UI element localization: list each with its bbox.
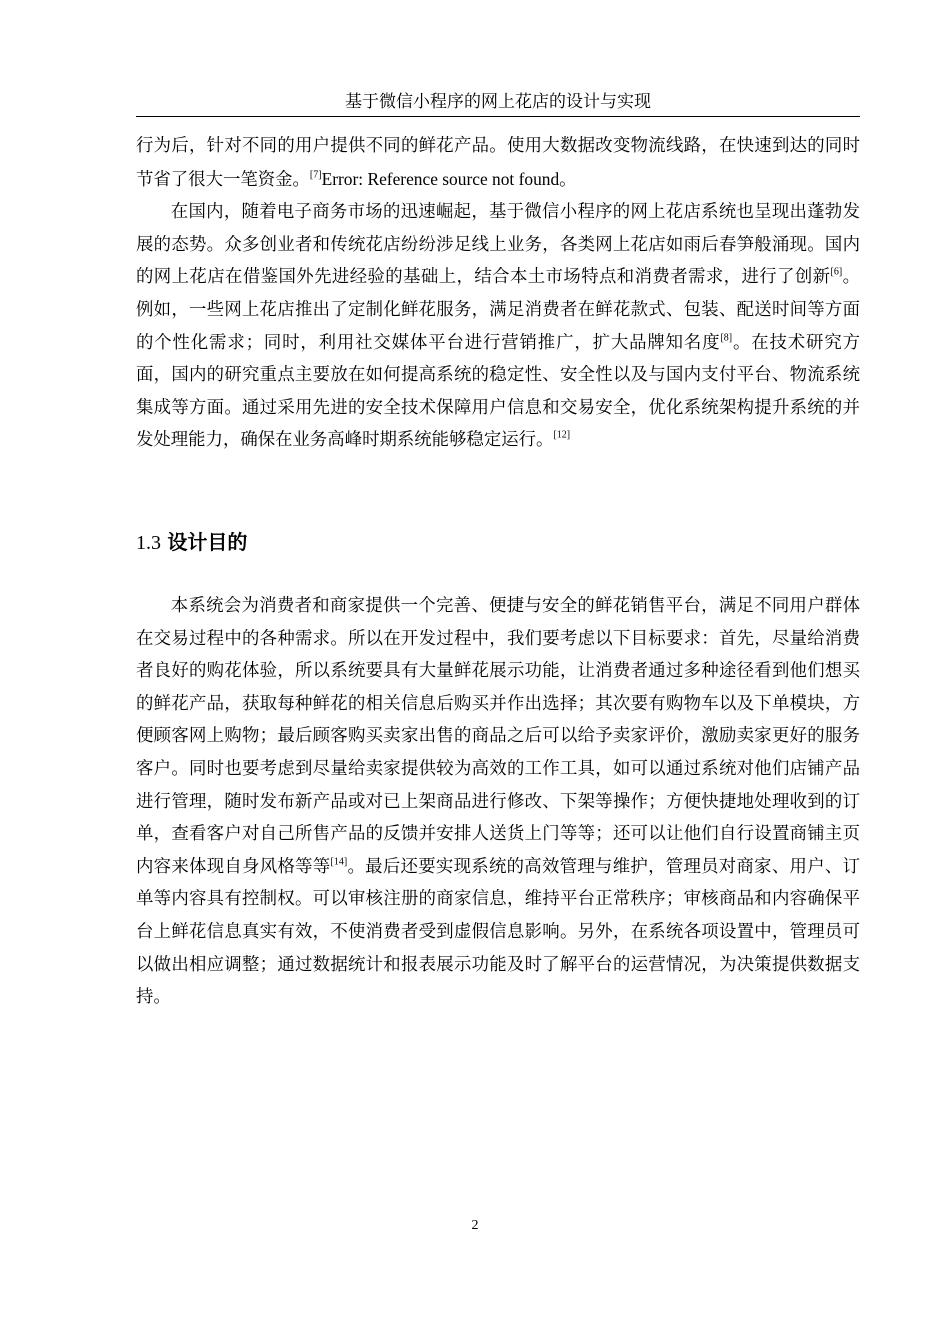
paragraph-text: 本系统会为消费者和商家提供一个完善、便捷与安全的鲜花销售平台，满足不同用户群体在交易过程中的各种需求。所以在开发过程中，我们要考虑以下目标要求：首先，尽量给消费者良好的购花体验，所以系统要具有大量鲜花展示功能，让消费者通过多种途径看到他们想买的鲜花产品，获取每种鲜花的相关信息后购买并作出选择；其次要有购物车以及下单模块，方便顾客网上购物；最后顾客购买卖家出售的商品之后可以给予卖家评价，激励卖家更好的服务客户。同时也要考虑到尽量给卖家提供较为高效的工作工具，如可以通过系统对他们店铺产品进行管理，随时发布新产品或对已上架商品进行修改、下架等操作；方便快捷地处理收到的订单，查看客户对自己所售产品的反馈并安排人送货上门等等；还可以让他们自行设置商铺主页内容来体现自身风格等等 xyxy=(136,596,860,877)
page-header xyxy=(136,90,860,117)
paragraph-text: 在国内，随着电子商务市场的迅速崛起，基于微信小程序的网上花店系统也呈现出蓬勃发展的态势。众多创业者和传统花店纷纷涉足线上业务，各类网上花店如雨后春笋般涌现。国内的网上花店在借鉴国外先进经验的基础上，结合本土市场特点和消费者需求，进行了创新 xyxy=(136,202,860,288)
paragraph-end-punct: 。 xyxy=(559,169,577,190)
citation-ref: [8] xyxy=(720,332,733,344)
paragraph-domestic xyxy=(136,196,860,457)
citation-ref: [7] xyxy=(309,169,322,181)
paragraph-text: 。最后还要实现系统的高效管理与维护，管理员对商家、用户、订单等内容具有控制权。可以审核注册的商家信息，维持平台正常秩序；审核商品和内容确保平台上鲜花信息真实有效，不使消费者受到虚假信息影响。另外，在系统各项设置中，管理员可以做出相应调整；通过数据统计和报表展示功能及时了解平台的运营情况，为决策提供数据支持。 xyxy=(136,856,860,1008)
header-title: 基于微信小程序的网上花店的设计与实现 xyxy=(345,92,651,112)
page-number: 2 xyxy=(471,1218,479,1233)
section-title: 设计目的 xyxy=(167,530,248,554)
paragraph-continuation xyxy=(136,130,860,196)
paragraph-text: 。在技术研究方面，国内的研究重点主要放在如何提高系统的稳定性、安全性以及与国内支付平台、物流系统集成等方面。通过采用先进的安全技术保障用户信息和交易安全，优化系统架构提升系统的并发处理能力，确保在业务高峰时期系统能够稳定运行。 xyxy=(136,332,860,451)
reference-error-text: Error: Reference source not found xyxy=(321,168,560,189)
paragraph-text: 行为后，针对不同的用户提供不同的鲜花产品。使用大数据改变物流线路，在快速到达的同时节省了很大一笔资金。 xyxy=(136,136,860,190)
body-section-2 xyxy=(136,590,860,1014)
citation-ref: [14] xyxy=(330,856,348,868)
section-heading xyxy=(136,526,247,559)
citation-ref: [6] xyxy=(830,266,843,278)
citation-ref: [12] xyxy=(553,429,571,441)
paragraph-text: 。例如，一些网上花店推出了定制化鲜花服务，满足消费者在鲜花款式、包装、配送时间等方面的个性化需求；同时，利用社交媒体平台进行营销推广，扩大品牌知名度 xyxy=(136,267,860,353)
section-number: 1.3 xyxy=(136,532,161,554)
body-section-1 xyxy=(136,130,860,457)
paragraph-design-goals xyxy=(136,590,860,1014)
